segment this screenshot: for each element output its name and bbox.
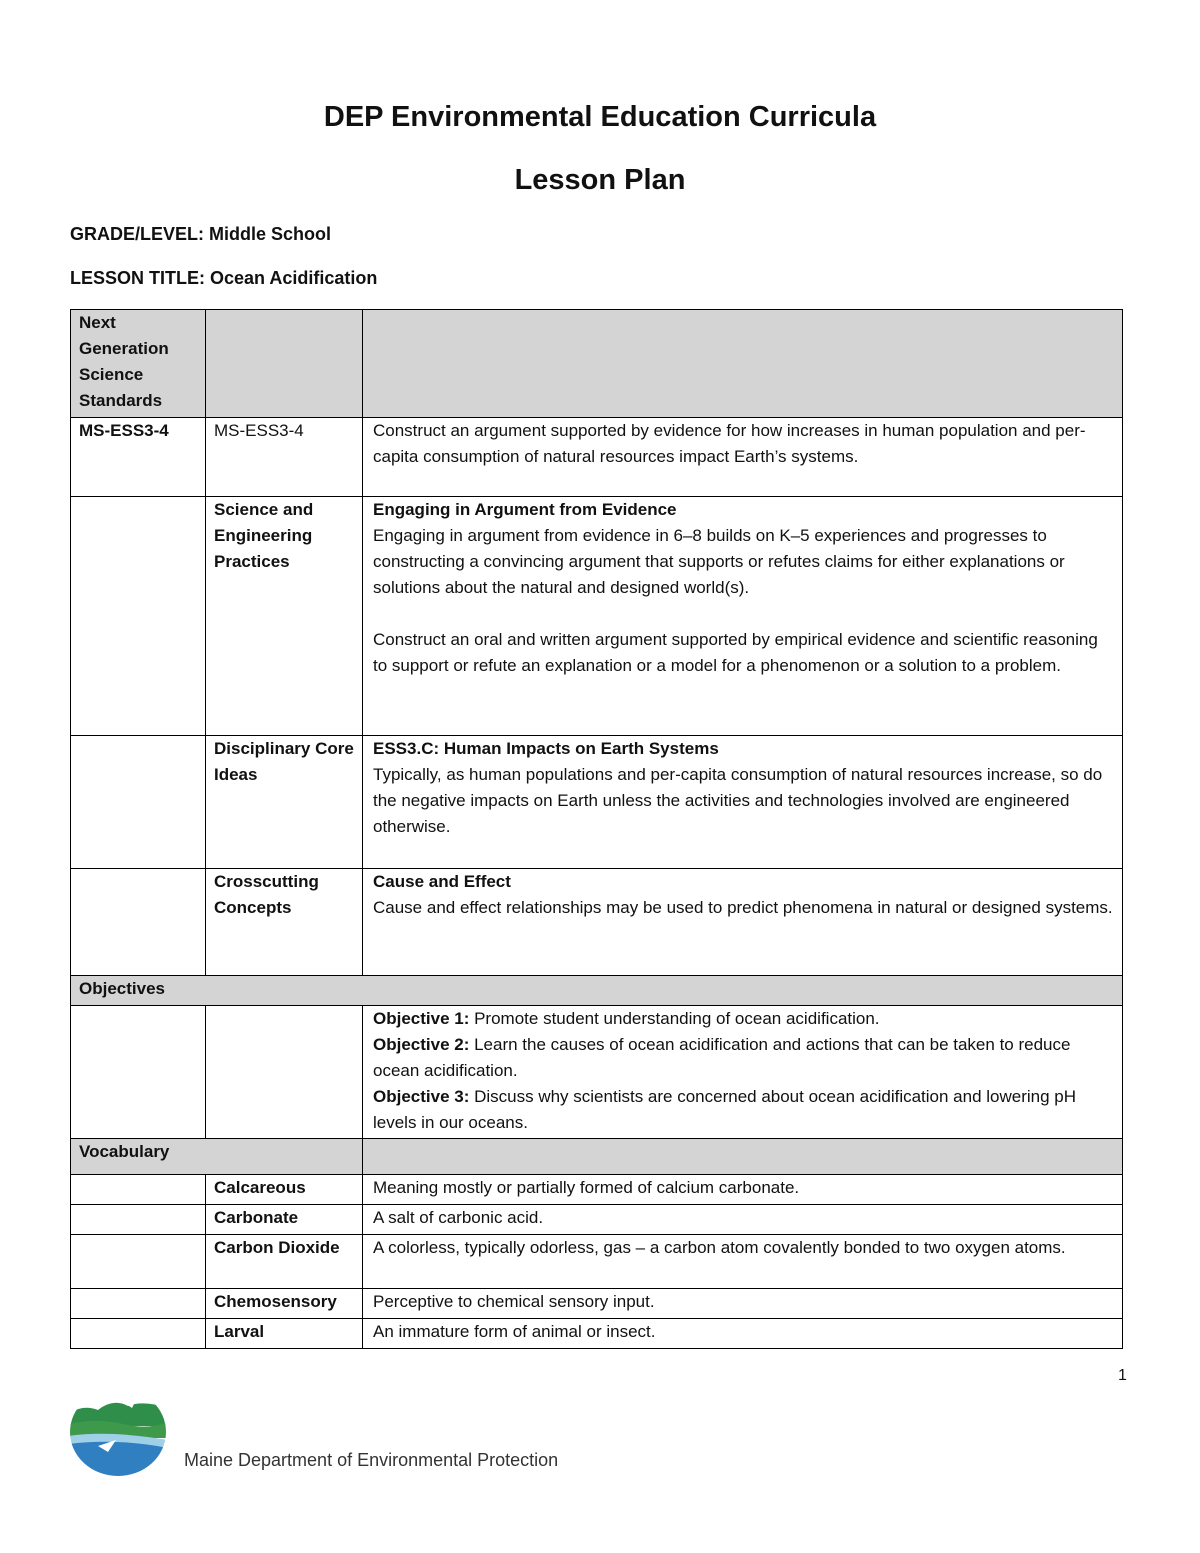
vocabulary-definition: Meaning mostly or partially formed of calcium carbonate. — [363, 1175, 1123, 1205]
practices-paragraph: Construct an oral and written argument supported by empirical evidence and scientific reasoning to support or refute an explanation or a model for a phenomenon or a solution to a problem. — [373, 630, 1098, 675]
objective-item — [373, 1032, 1114, 1084]
objective-text: Discuss why scientists are concerned about ocean acidification and lowering pH levels in our oceans. — [373, 1087, 1077, 1132]
lesson-title-label: LESSON TITLE: — [70, 268, 205, 288]
grade-level-value: Middle School — [209, 224, 332, 244]
objectives-header-row — [71, 976, 1123, 1006]
objective-label: Objective 3: — [373, 1087, 470, 1106]
vocabulary-term: Chemosensory — [206, 1289, 363, 1319]
objective-item — [373, 1006, 1114, 1032]
grade-level-line — [70, 224, 331, 245]
practices-paragraph: Engaging in argument from evidence in 6–8 builds on K–5 experiences and progresses to constructing a convincing argument that supports or refutes claims for either explanations or solutions about the natural and designed world(s). — [373, 526, 1065, 597]
empty-cell — [71, 1175, 206, 1205]
core-ideas-content — [363, 736, 1123, 869]
lesson-plan-table — [70, 309, 1123, 1349]
vocabulary-definition: Perceptive to chemical sensory input. — [363, 1289, 1123, 1319]
crosscutting-paragraph: Cause and effect relationships may be used to predict phenomena in natural or designed systems. — [373, 898, 1113, 917]
empty-cell — [71, 1205, 206, 1235]
vocabulary-term: Larval — [206, 1319, 363, 1349]
empty-cell — [206, 1006, 363, 1139]
vocabulary-term: Carbon Dioxide — [206, 1235, 363, 1289]
standards-header-row — [71, 310, 1123, 418]
standards-header-cell: Next Generation Science Standards — [71, 310, 206, 418]
crosscutting-label: Crosscutting Concepts — [206, 869, 363, 976]
organization-name: Maine Department of Environmental Protection — [184, 1450, 559, 1470]
practices-content — [363, 497, 1123, 736]
vocabulary-definition: A colorless, typically odorless, gas – a carbon atom covalently bonded to two oxygen atoms. — [363, 1235, 1123, 1289]
practices-heading: Engaging in Argument from Evidence — [373, 500, 677, 519]
practices-label: Science and Engineering Practices — [206, 497, 363, 736]
vocabulary-row — [71, 1289, 1123, 1319]
document-subtitle: Lesson Plan — [514, 164, 686, 196]
standard-code: MS-ESS3-4 — [71, 418, 206, 497]
objectives-header: Objectives — [71, 976, 1123, 1006]
empty-cell — [363, 1139, 1123, 1175]
empty-cell — [71, 1319, 206, 1349]
empty-cell — [71, 1006, 206, 1139]
standard-description: Construct an argument supported by evidence for how increases in human population and per-capita consumption of natural resources impact Earth’s systems. — [363, 418, 1123, 497]
empty-cell — [206, 310, 363, 418]
practices-row — [71, 497, 1123, 736]
vocabulary-row — [71, 1319, 1123, 1349]
vocabulary-header: Vocabulary — [71, 1139, 363, 1175]
vocabulary-row — [71, 1205, 1123, 1235]
vocabulary-term: Carbonate — [206, 1205, 363, 1235]
empty-cell — [71, 1289, 206, 1319]
objectives-list — [363, 1006, 1123, 1139]
objective-text: Promote student understanding of ocean acidification. — [469, 1009, 880, 1028]
empty-cell — [71, 1235, 206, 1289]
crosscutting-heading: Cause and Effect — [373, 872, 511, 891]
vocabulary-header-row — [71, 1139, 1123, 1175]
vocabulary-row — [71, 1235, 1123, 1289]
crosscutting-content — [363, 869, 1123, 976]
standard-row — [71, 418, 1123, 497]
crosscutting-row — [71, 869, 1123, 976]
lesson-title-value: Ocean Acidification — [210, 268, 378, 288]
maine-dep-logo-icon — [68, 1386, 168, 1478]
grade-level-label: GRADE/LEVEL: — [70, 224, 205, 244]
vocabulary-row — [71, 1175, 1123, 1205]
vocabulary-term: Calcareous — [206, 1175, 363, 1205]
empty-cell — [71, 736, 206, 869]
core-ideas-label: Disciplinary Core Ideas — [206, 736, 363, 869]
objective-text: Learn the causes of ocean acidification and actions that can be taken to reduce ocean acidification. — [373, 1035, 1071, 1080]
empty-cell — [363, 310, 1123, 418]
document-title: DEP Environmental Education Curricula — [323, 101, 877, 133]
core-ideas-paragraph: Typically, as human populations and per-capita consumption of natural resources increase, so do the negative impacts on Earth unless the activities and technologies involved are engineered otherwise. — [373, 765, 1103, 836]
lesson-title-line — [70, 268, 377, 289]
objective-label: Objective 2: — [373, 1035, 470, 1054]
objective-label: Objective 1: — [373, 1009, 470, 1028]
page-number: 1 — [1118, 1367, 1127, 1384]
standard-code-secondary: MS-ESS3-4 — [206, 418, 363, 497]
vocabulary-definition: An immature form of animal or insect. — [363, 1319, 1123, 1349]
empty-cell — [71, 497, 206, 736]
objectives-row — [71, 1006, 1123, 1139]
empty-cell — [71, 869, 206, 976]
vocabulary-definition: A salt of carbonic acid. — [363, 1205, 1123, 1235]
objective-item — [373, 1084, 1114, 1136]
core-ideas-heading: ESS3.C: Human Impacts on Earth Systems — [373, 739, 719, 758]
core-ideas-row — [71, 736, 1123, 869]
